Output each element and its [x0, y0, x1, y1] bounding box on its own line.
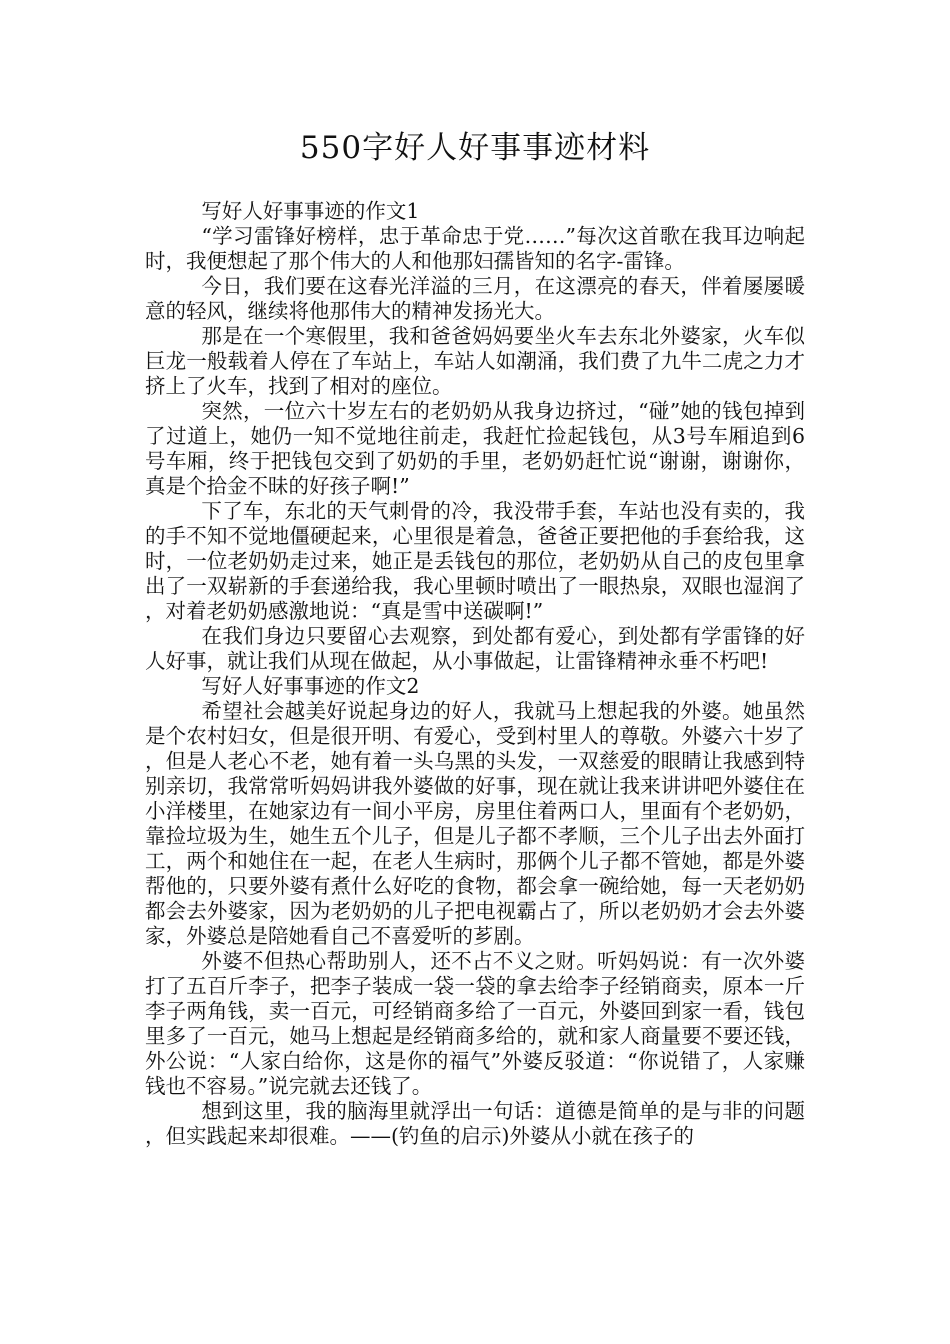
document-title: 550字好人好事事迹材料	[299, 130, 651, 166]
paragraph: 下了车，东北的天气刺骨的冷，我没带手套，车站也没有卖的，我的手不知不觉地僵硬起来，心里很是着急，爸爸正要把他的手套给我，这时，一位老奶奶走过来，她正是丢钱包的那位，老奶奶从自己的皮包里拿出了一双崭新的手套递给我，我心里顿时喷出了一眼热泉，双眼也湿润了，对着老奶奶感激地说：“真是雪中送碳啊!”	[145, 499, 805, 623]
paragraph: “学习雷锋好榜样，忠于革命忠于党……”每次这首歌在我耳边响起时，我便想起了那个伟大的人和他那妇孺皆知的名字-雷锋。	[145, 224, 805, 273]
paragraph: 那是在一个寒假里，我和爸爸妈妈要坐火车去东北外婆家，火车似巨龙一般载着人停在了车站上，车站人如潮涌，我们费了九牛二虎之力才挤上了火车，找到了相对的座位。	[145, 324, 805, 398]
paragraph: 突然，一位六十岁左右的老奶奶从我身边挤过，“碰”她的钱包掉到了过道上，她仍一知不觉地往前走，我赶忙捡起钱包，从3号车厢追到6号车厢，终于把钱包交到了奶奶的手里，老奶奶赶忙说“谢谢，谢谢你，真是个拾金不昧的好孩子啊!”	[145, 399, 805, 498]
document-body	[145, 199, 805, 1149]
paragraph: 在我们身边只要留心去观察，到处都有爱心，到处都有学雷锋的好人好事，就让我们从现在做起，从小事做起，让雷锋精神永垂不朽吧!	[145, 624, 805, 673]
paragraph: 外婆不但热心帮助别人，还不占不义之财。听妈妈说：有一次外婆打了五百斤李子，把李子装成一袋一袋的拿去给李子经销商卖，原本一斤李子两角钱，卖一百元，可经销商多给了一百元，外婆回到家一看，钱包里多了一百元，她马上想起是经销商多给的，就和家人商量要不要还钱，外公说：“人家白给你，这是你的福气”外婆反驳道：“你说错了，人家赚钱也不容易。”说完就去还钱了。	[145, 949, 805, 1098]
paragraph: 今日，我们要在这春光洋溢的三月，在这漂亮的春天，伴着屡屡暖意的轻风，继续将他那伟大的精神发扬光大。	[145, 274, 805, 323]
paragraph: 希望社会越美好说起身边的好人，我就马上想起我的外婆。她虽然是个农村妇女，但是很开明、有爱心，受到村里人的尊敬。外婆六十岁了，但是人老心不老，她有着一头乌黑的头发，一双慈爱的眼睛让我感到特别亲切，我常常听妈妈讲我外婆做的好事，现在就让我来讲讲吧外婆住在小洋楼里，在她家边有一间小平房，房里住着两口人，里面有个老奶奶，靠捡垃圾为生，她生五个儿子，但是儿子都不孝顺，三个儿子出去外面打工，两个和她住在一起，在老人生病时，那俩个儿子都不管她，都是外婆帮他的，只要外婆有煮什么好吃的食物，都会拿一碗给她，每一天老奶奶都会去外婆家，因为老奶奶的儿子把电视霸占了，所以老奶奶才会去外婆家，外婆总是陪她看自己不喜爱听的芗剧。	[145, 699, 805, 948]
paragraph: 想到这里，我的脑海里就浮出一句话：道德是简单的是与非的问题，但实践起来却很难。——(钓鱼的启示)外婆从小就在孩子的	[145, 1099, 805, 1148]
section-heading: 写好人好事事迹的作文2	[201, 674, 420, 698]
section-heading: 写好人好事事迹的作文1	[201, 199, 420, 223]
